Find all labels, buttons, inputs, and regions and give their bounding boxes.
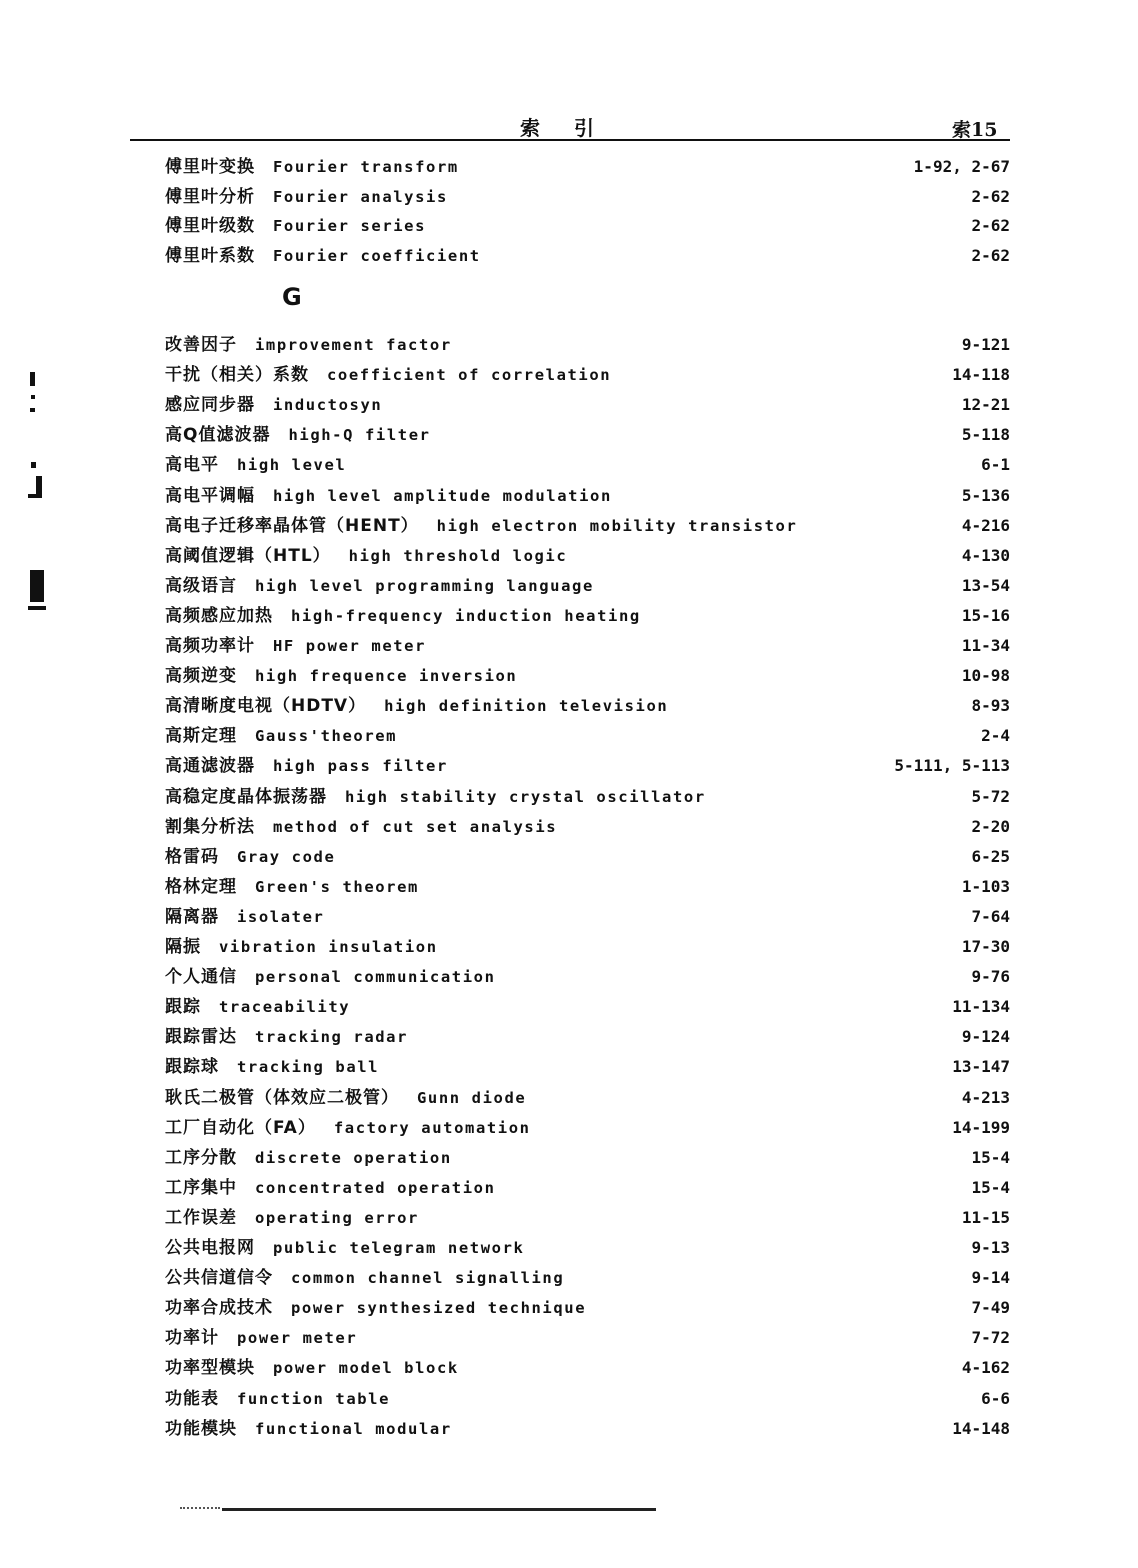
index-entry — [165, 152, 1010, 178]
entry-english-term: Fourier analysis — [273, 188, 448, 206]
index-entry — [165, 691, 1010, 717]
entry-page-ref: 5-118 — [961, 425, 1010, 444]
margin-mark — [30, 408, 35, 412]
entry-chinese-term: 功能表 — [165, 1389, 219, 1409]
entry-chinese-term: 隔离器 — [165, 907, 219, 927]
index-entry — [165, 1323, 1010, 1349]
entry-english-term: Gauss'theorem — [255, 727, 398, 745]
entry-page-ref: 2-20 — [971, 817, 1010, 836]
entry-page-ref: 4-216 — [961, 516, 1010, 535]
entry-english-term: high-frequency induction heating — [291, 607, 641, 625]
entry-chinese-term: 干扰（相关）系数 — [165, 365, 309, 385]
entry-page-ref: 11-34 — [961, 636, 1010, 655]
entry-chinese-term: 工作误差 — [165, 1208, 237, 1228]
entry-chinese-term: 高电子迁移率晶体管（HENT） — [165, 516, 419, 536]
index-entry — [165, 241, 1010, 267]
entry-chinese-term: 功率型模块 — [165, 1358, 255, 1378]
entry-english-term: public telegram network — [273, 1239, 525, 1257]
entry-chinese-term: 高频功率计 — [165, 636, 255, 656]
entry-page-ref: 14-148 — [952, 1419, 1010, 1438]
entry-english-term: concentrated operation — [255, 1179, 496, 1197]
entry-chinese-term: 改善因子 — [165, 335, 237, 355]
page-number: 索15 — [952, 119, 998, 141]
entry-english-term: common channel signalling — [291, 1269, 565, 1287]
entry-chinese-term: 高稳定度晶体振荡器 — [165, 787, 327, 807]
entry-english-term: power model block — [273, 1359, 459, 1377]
entry-page-ref: 4-162 — [961, 1358, 1010, 1377]
entry-chinese-term: 工序分散 — [165, 1148, 237, 1168]
index-entry — [165, 1052, 1010, 1078]
margin-mark — [30, 372, 35, 386]
entry-chinese-term: 高频逆变 — [165, 666, 237, 686]
entry-chinese-term: 跟踪 — [165, 997, 201, 1017]
index-entry — [165, 631, 1010, 657]
entry-page-ref: 9-121 — [961, 335, 1010, 354]
entry-english-term: power synthesized technique — [291, 1299, 587, 1317]
entry-english-term: personal communication — [255, 968, 496, 986]
entry-page-ref: 4-213 — [961, 1088, 1010, 1107]
entry-chinese-term: 高清晰度电视（HDTV） — [165, 696, 367, 716]
entry-english-term: Fourier series — [273, 217, 427, 235]
index-entry — [165, 1263, 1010, 1289]
index-entry — [165, 330, 1010, 356]
entry-english-term: improvement factor — [255, 336, 452, 354]
page-title: 索引 — [520, 116, 628, 140]
entry-chinese-term: 公共信道信令 — [165, 1268, 273, 1288]
entry-page-ref: 5-111, 5-113 — [894, 756, 1010, 775]
entry-page-ref: 6-25 — [971, 847, 1010, 866]
index-entry — [165, 1414, 1010, 1440]
entry-english-term: Fourier transform — [273, 158, 459, 176]
entry-english-term: high stability crystal oscillator — [345, 788, 706, 806]
margin-mark — [28, 494, 42, 498]
entry-page-ref: 15-4 — [971, 1148, 1010, 1167]
entry-english-term: HF power meter — [273, 637, 427, 655]
entry-english-term: coefficient of correlation — [327, 366, 612, 384]
index-entry — [165, 872, 1010, 898]
entry-page-ref: 6-1 — [981, 455, 1010, 474]
index-entry — [165, 182, 1010, 208]
entry-english-term: function table — [237, 1390, 391, 1408]
entry-chinese-term: 耿氏二极管（体效应二极管） — [165, 1088, 399, 1108]
index-entry — [165, 1143, 1010, 1169]
entry-page-ref: 6-6 — [981, 1389, 1010, 1408]
entry-chinese-term: 跟踪球 — [165, 1057, 219, 1077]
entry-page-ref: 5-72 — [971, 787, 1010, 806]
entry-english-term: high level — [237, 456, 347, 474]
entry-page-ref: 14-199 — [952, 1118, 1010, 1137]
index-entry — [165, 450, 1010, 476]
entry-page-ref: 11-15 — [961, 1208, 1010, 1227]
entry-chinese-term: 感应同步器 — [165, 395, 255, 415]
entry-chinese-term: 工厂自动化（FA） — [165, 1118, 316, 1138]
entry-english-term: traceability — [219, 998, 351, 1016]
index-entry — [165, 601, 1010, 627]
index-entry — [165, 751, 1010, 777]
entry-chinese-term: 高电平调幅 — [165, 486, 255, 506]
index-entry — [165, 1353, 1010, 1379]
entry-chinese-term: 傅里叶分析 — [165, 187, 255, 207]
entry-page-ref: 15-16 — [961, 606, 1010, 625]
index-entry — [165, 1022, 1010, 1048]
entry-page-ref: 13-147 — [952, 1057, 1010, 1076]
index-entry — [165, 1173, 1010, 1199]
entry-english-term: high level programming language — [255, 577, 594, 595]
entry-english-term: Gray code — [237, 848, 336, 866]
entry-english-term: inductosyn — [273, 396, 383, 414]
entry-english-term: discrete operation — [255, 1149, 452, 1167]
entry-english-term: high pass filter — [273, 757, 448, 775]
entry-english-term: vibration insulation — [219, 938, 438, 956]
entry-english-term: high definition television — [384, 697, 669, 715]
entry-chinese-term: 高频感应加热 — [165, 606, 273, 626]
entry-english-term: isolater — [237, 908, 325, 926]
header-rule — [130, 139, 1010, 141]
entry-page-ref: 2-62 — [971, 246, 1010, 265]
entry-chinese-term: 傅里叶级数 — [165, 216, 255, 236]
index-entry — [165, 511, 1010, 537]
entry-english-term: power meter — [237, 1329, 358, 1347]
entry-page-ref: 4-130 — [961, 546, 1010, 565]
entry-english-term: method of cut set analysis — [273, 818, 558, 836]
entry-page-ref: 8-93 — [971, 696, 1010, 715]
entry-chinese-term: 格雷码 — [165, 847, 219, 867]
index-entry — [165, 211, 1010, 237]
entry-page-ref: 14-118 — [952, 365, 1010, 384]
entry-page-ref: 2-62 — [971, 216, 1010, 235]
index-entry — [165, 390, 1010, 416]
entry-page-ref: 9-124 — [961, 1027, 1010, 1046]
index-entry — [165, 782, 1010, 808]
entry-chinese-term: 高阈值逻辑（HTL） — [165, 546, 331, 566]
entry-chinese-term: 功能模块 — [165, 1419, 237, 1439]
entry-chinese-term: 功率合成技术 — [165, 1298, 273, 1318]
index-entry — [165, 842, 1010, 868]
entry-english-term: operating error — [255, 1209, 419, 1227]
entry-chinese-term: 高斯定理 — [165, 726, 237, 746]
entry-english-term: Gunn diode — [417, 1089, 527, 1107]
index-entry — [165, 1113, 1010, 1139]
entry-page-ref: 2-4 — [981, 726, 1010, 745]
entry-page-ref: 11-134 — [952, 997, 1010, 1016]
entry-chinese-term: 公共电报网 — [165, 1238, 255, 1258]
index-entry — [165, 1203, 1010, 1229]
entry-page-ref: 7-72 — [971, 1328, 1010, 1347]
index-entry — [165, 541, 1010, 567]
entry-chinese-term: 割集分析法 — [165, 817, 255, 837]
entry-page-ref: 15-4 — [971, 1178, 1010, 1197]
index-entry — [165, 420, 1010, 446]
index-entry — [165, 1233, 1010, 1259]
entry-english-term: high frequence inversion — [255, 667, 518, 685]
entry-chinese-term: 高通滤波器 — [165, 756, 255, 776]
entry-page-ref: 13-54 — [961, 576, 1010, 595]
entry-chinese-term: 隔振 — [165, 937, 201, 957]
entry-page-ref: 1-103 — [961, 877, 1010, 896]
entry-chinese-term: 跟踪雷达 — [165, 1027, 237, 1047]
entry-chinese-term: 傅里叶系数 — [165, 246, 255, 266]
entry-chinese-term: 格林定理 — [165, 877, 237, 897]
index-entry — [165, 932, 1010, 958]
entry-chinese-term: 高Q值滤波器 — [165, 425, 271, 445]
index-entry — [165, 1384, 1010, 1410]
index-entry — [165, 962, 1010, 988]
index-entry — [165, 481, 1010, 507]
index-entry — [165, 1083, 1010, 1109]
entry-page-ref: 17-30 — [961, 937, 1010, 956]
margin-mark — [31, 395, 35, 399]
margin-mark — [31, 462, 36, 468]
entry-english-term: functional modular — [255, 1420, 452, 1438]
entry-page-ref: 7-64 — [971, 907, 1010, 926]
entry-page-ref: 7-49 — [971, 1298, 1010, 1317]
index-entry — [165, 812, 1010, 838]
index-entry — [165, 992, 1010, 1018]
entry-english-term: high level amplitude modulation — [273, 487, 612, 505]
index-entry — [165, 360, 1010, 386]
entry-page-ref: 5-136 — [961, 486, 1010, 505]
margin-mark — [30, 570, 44, 602]
entry-english-term: Fourier coefficient — [273, 247, 481, 265]
entry-chinese-term: 个人通信 — [165, 967, 237, 987]
entry-english-term: high threshold logic — [348, 547, 568, 565]
entry-english-term: tracking radar — [255, 1028, 409, 1046]
entry-chinese-term: 高电平 — [165, 455, 219, 475]
entry-english-term: tracking ball — [237, 1058, 380, 1076]
entry-page-ref: 2-62 — [971, 187, 1010, 206]
entry-page-ref: 1-92, 2-67 — [913, 157, 1010, 176]
index-entry — [165, 661, 1010, 687]
entry-chinese-term: 工序集中 — [165, 1178, 237, 1198]
bottom-rule — [222, 1508, 656, 1511]
index-entry — [165, 721, 1010, 747]
index-entry — [165, 571, 1010, 597]
margin-mark — [28, 606, 46, 610]
index-entry — [165, 902, 1010, 928]
entry-english-term: high electron mobility transistor — [436, 517, 798, 535]
entry-english-term: factory automation — [333, 1119, 531, 1137]
entry-english-term: Green's theorem — [255, 878, 419, 896]
entry-chinese-term: 傅里叶变换 — [165, 157, 255, 177]
entry-chinese-term: 功率计 — [165, 1328, 219, 1348]
entry-page-ref: 12-21 — [961, 395, 1010, 414]
entry-page-ref: 9-14 — [971, 1268, 1010, 1287]
section-letter: G — [282, 283, 302, 311]
entry-page-ref: 9-13 — [971, 1238, 1010, 1257]
entry-english-term: high-Q filter — [288, 426, 431, 444]
entry-chinese-term: 高级语言 — [165, 576, 237, 596]
entry-page-ref: 9-76 — [971, 967, 1010, 986]
entry-page-ref: 10-98 — [961, 666, 1010, 685]
bottom-rule-dots — [180, 1507, 220, 1509]
index-entry — [165, 1293, 1010, 1319]
